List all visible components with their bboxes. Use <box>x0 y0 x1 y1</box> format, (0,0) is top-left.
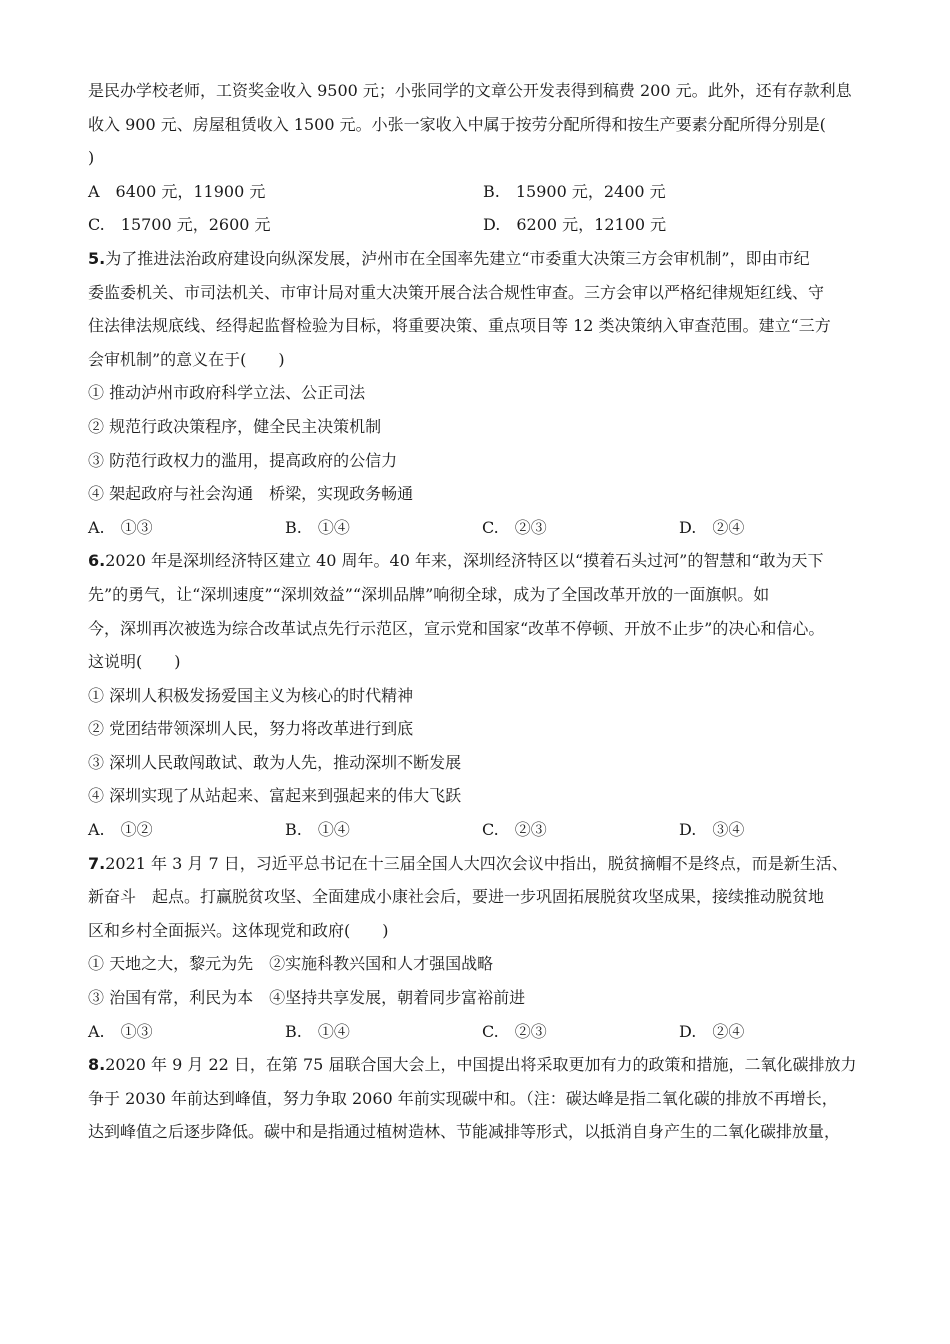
option-b: B. ①④ <box>285 517 350 537</box>
option-b: B. ①④ <box>285 1021 350 1041</box>
statement-item: ② 党团结带领深圳人民，努力将改革进行到底 <box>88 719 414 739</box>
statement-item: ① 深圳人积极发扬爱国主义为核心的时代精神 <box>88 685 414 705</box>
answer-options <box>88 208 878 242</box>
option-a: A. ①③ <box>88 517 153 537</box>
question-4 <box>88 74 878 242</box>
question-text-line: 2020 年 9 月 22 日，在第 75 届联合国大会上，中国提出将采取更加有力的政策和措施，二氧化碳排放力 <box>105 1055 857 1075</box>
option-d: D. ②④ <box>679 1021 745 1041</box>
question-text-line: 会审机制”的意义在于( ) <box>88 349 285 369</box>
option-c: C. ②③ <box>482 820 547 840</box>
statement-item: ④ 深圳实现了从站起来、富起来到强起来的伟大飞跃 <box>88 786 462 806</box>
statement-item: ① 推动泸州市政府科学立法、公正司法 <box>88 383 366 403</box>
question-6 <box>88 544 878 846</box>
statement-item: ④ 架起政府与社会沟通 桥梁，实现政务畅通 <box>88 484 414 504</box>
question-text-line: 收入 900 元、房屋租赁收入 1500 元。小张一家收入中属于按劳分配所得和按生产要素分配所得分别是( <box>88 114 826 134</box>
option-a: A. ①③ <box>88 1021 153 1041</box>
answer-options <box>88 1015 878 1049</box>
option-d: D. ③④ <box>679 820 745 840</box>
option-c: C. ②③ <box>482 1021 547 1041</box>
question-text-line: 2021 年 3 月 7 日，习近平总书记在十三届全国人大四次会议中指出，脱贫摘帽不是终点，而是新生活、 <box>105 853 848 873</box>
option-c: C. 15700 元，2600 元 <box>88 215 271 235</box>
statement-item: ③ 深圳人民敢闯敢试、敢为人先，推动深圳不断发展 <box>88 752 462 772</box>
question-text-line: 住法律法规底线、经得起监督检验为目标，将重要决策、重点项目等 12 类决策纳入审查范围。建立“三方 <box>88 316 831 336</box>
statement-item: ③ 防范行政权力的滥用，提高政府的公信力 <box>88 450 398 470</box>
option-d: D. 6200 元，12100 元 <box>483 215 667 235</box>
question-text-line: 这说明( ) <box>88 652 181 672</box>
question-text-line: 为了推进法治政府建设向纵深发展，泸州市在全国率先建立“市委重大决策三方会审机制”，即由市纪 <box>105 248 810 268</box>
statement-item: ① 天地之大，黎元为先 ②实施科教兴国和人才强国战略 <box>88 954 494 974</box>
question-text-line: 是民办学校老师，工资奖金收入 9500 元；小张同学的文章公开发表得到稿费 200 元。此外，还有存款利息 <box>88 81 852 100</box>
option-b: B. ①④ <box>285 820 350 840</box>
question-number: 6. <box>88 551 106 571</box>
question-text-line: 达到峰值之后逐步降低。碳中和是指通过植树造林、节能减排等形式，以抵消自身产生的二氧化碳排放量， <box>88 1122 841 1142</box>
question-number: 8. <box>88 1055 106 1075</box>
option-c: C. ②③ <box>482 517 547 537</box>
question-7 <box>88 847 878 1049</box>
option-b: B. 15900 元，2400 元 <box>483 181 666 201</box>
answer-options <box>88 511 878 545</box>
question-text-line: 先”的勇气，让“深圳速度”“深圳效益”“深圳品牌”响彻全球，成为了全国改革开放的一面旗帜。如 <box>88 584 770 604</box>
exam-page <box>88 74 878 1149</box>
answer-options <box>88 175 878 209</box>
question-text-line: ) <box>88 148 95 168</box>
question-text-line: 区和乡村全面振兴。这体现党和政府( ) <box>88 920 389 940</box>
question-5 <box>88 242 878 544</box>
question-text-line: 委监委机关、市司法机关、市审计局对重大决策开展合法合规性审查。三方会审以严格纪律规矩红线、守 <box>88 282 825 302</box>
question-text-line: 新奋斗 起点。打赢脱贫攻坚、全面建成小康社会后，要进一步巩固拓展脱贫攻坚成果，接续推动脱贫地 <box>88 887 825 907</box>
question-number: 5. <box>88 248 106 268</box>
question-text-line: 争于 2030 年前达到峰值，努力争取 2060 年前实现碳中和。（注：碳达峰是指二氧化碳的排放不再增长， <box>88 1088 838 1108</box>
question-text-line: 今，深圳再次被选为综合改革试点先行示范区，宣示党和国家“改革不停顿、开放不止步”的决心和信心。 <box>88 618 825 638</box>
statement-item: ② 规范行政决策程序，健全民主决策机制 <box>88 416 382 436</box>
option-a: A. ①② <box>88 820 153 840</box>
statement-item: ③ 治国有常，利民为本 ④坚持共享发展，朝着同步富裕前进 <box>88 988 526 1008</box>
question-number: 7. <box>88 853 106 873</box>
option-d: D. ②④ <box>679 517 745 537</box>
question-text-line: 2020 年是深圳经济特区建立 40 周年。40 年来，深圳经济特区以“摸着石头过河”的智慧和“敢为天下 <box>105 551 824 571</box>
question-8 <box>88 1048 878 1149</box>
answer-options <box>88 813 878 847</box>
option-a: A 6400 元，11900 元 <box>88 181 266 201</box>
